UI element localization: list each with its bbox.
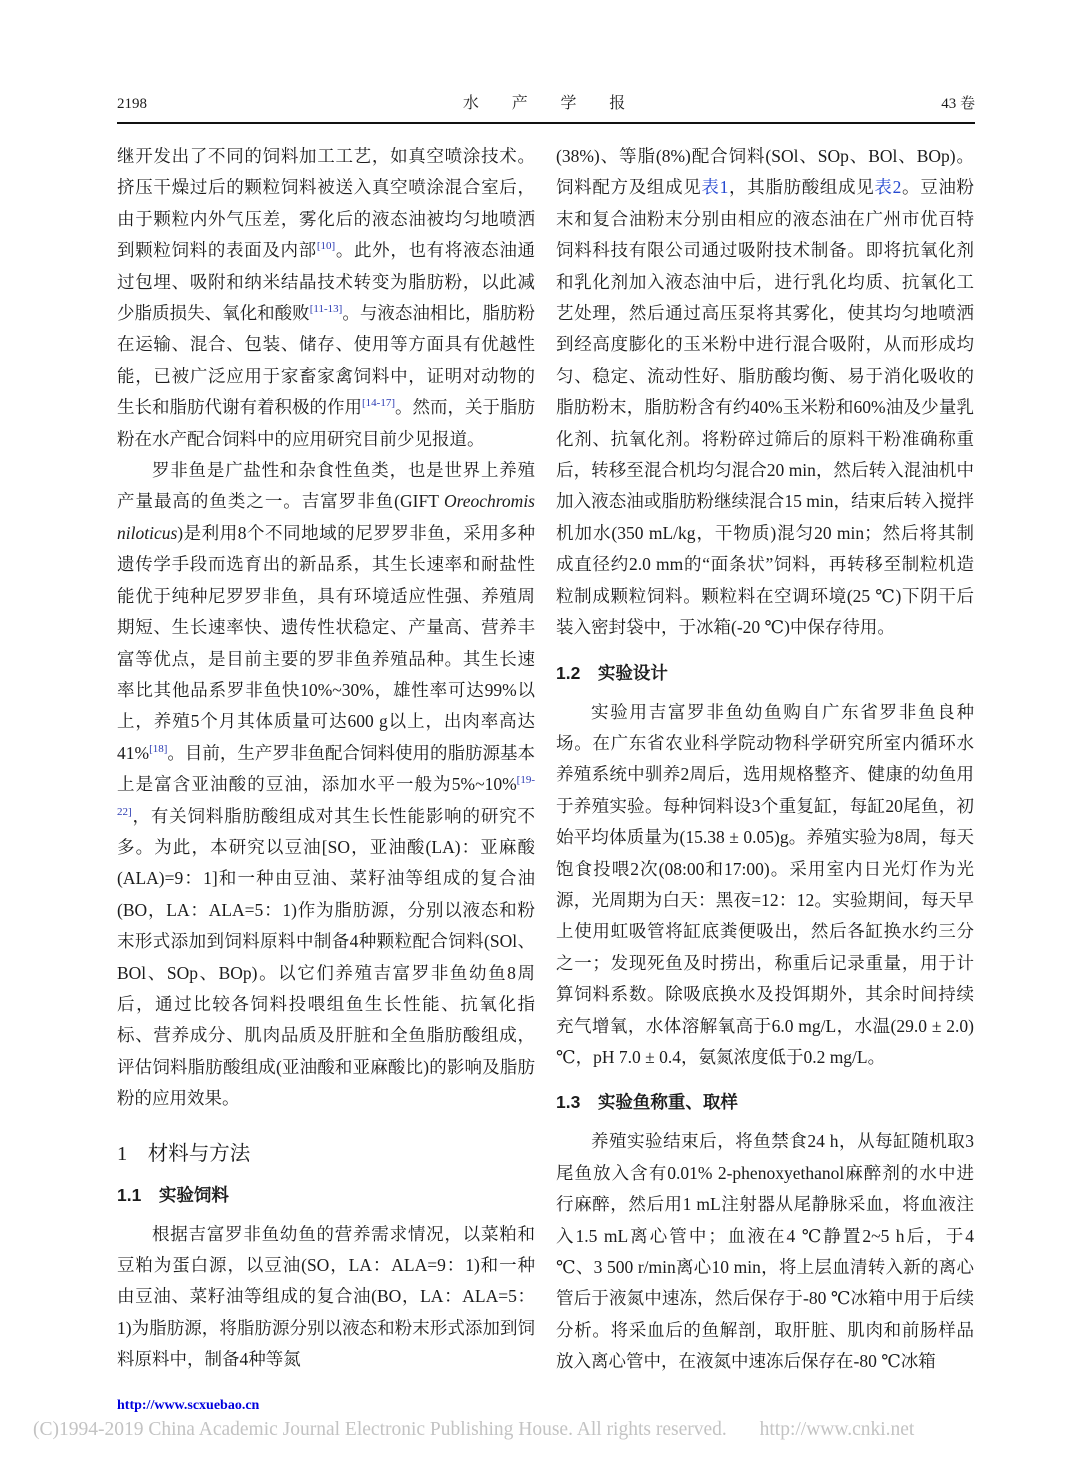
page-header — [117, 90, 975, 124]
copyright-notice: (C)1994-2019 China Academic Journal Electronic Publishing House. All rights reserved. — [33, 1419, 727, 1440]
column-left — [117, 141, 535, 1396]
citation-ref[interactable]: [14-17] — [362, 397, 395, 410]
paragraph: 实验用吉富罗非鱼幼鱼购自广东省罗非鱼良种场。在广东省农业科学院动物科学研究所室内循环水养殖系统中驯养2周后，选用规格整齐、健康的幼鱼用于养殖实验。每种饲料设3个重复缸，每缸20尾鱼，初始平均体质量为(15.38 ± 0.05)g。养殖实验为8周，每天饱食投喂2次(08:00和17:00)。采用室内日光灯作为光源，光周期为白天：黑夜=12：12。实验期间，每天早上使用虹吸管将缸底粪便吸出，然后各缸换水约三分之一；发现死鱼及时捞出，称重后记录重量，用于计算饲料系数。除吸底换水及投饵期外，其余时间持续充气增氧，水体溶解氧高于6.0 mg/L，水温(29.0 ± 2.0) ℃，pH 7.0 ± 0.4，氨氮浓度低于0.2 mg/L。 — [556, 701, 974, 1067]
species-name: Oreochromis niloticus — [117, 491, 535, 543]
citation-ref[interactable]: [10] — [316, 240, 336, 253]
article-body — [117, 141, 975, 1396]
table-ref-link[interactable]: 表1 — [701, 177, 729, 198]
page-number: 2198 — [117, 96, 147, 112]
paragraph: 罗非鱼是广盐性和杂食性鱼类，也是世界上养殖产量最高的鱼类之一。吉富罗非鱼(GIFT Oreochromis niloticus)是利用8个不同地域的尼罗罗非鱼，采用多种遗传学手段而选育出的新品系，其生长速率和耐盐性能优于纯种尼罗罗非鱼，具有环境适应性强、养殖周期短、生长速率快、遗传性状稳定、产量高、营养丰富等优点，是目前主要的罗非鱼养殖品种。其生长速率比其他品系罗非鱼快10%~30%，雄性率可达99%以上，养殖5个月其体质量可达600 g以上，出肉率高达41%[18]。目前，生产罗非鱼配合饲料使用的脂肪源基本上是富含亚油酸的豆油，添加水平一般为5%~10%[19-22]，有关饲料脂肪酸组成对其生长性能影响的研究不多。为此，本研究以豆油[SO，亚油酸(LA)：亚麻酸(ALA)=9：1]和一种由豆油、菜籽油等组成的复合油(BO，LA：ALA=5：1)作为脂肪源，分别以液态和粉末形式添加到饲料原料中制备4种颗粒配合饲料(SOl、BOl、SOp、BOp)。以它们养殖吉富罗非鱼幼鱼8周后，通过比较各饲料投喂组鱼生长性能、抗氧化指标、营养成分、肌肉品质及肝脏和全鱼脂肪酸组成，评估饲料脂肪酸组成(亚油酸和亚麻酸比)的影响及脂肪粉的应用效果。 — [117, 460, 535, 1109]
citation-ref[interactable]: [11-13] — [309, 303, 343, 316]
paragraph: (38%)、等脂(8%)配合饲料(SOl、SOp、BOl、BOp)。饲料配方及组成见表1，其脂肪酸组成见表2。豆油粉末和复合油粉末分别由相应的液态油在广州市优百特饲料科技有限公司通过吸附技术制备。即将抗氧化剂和乳化剂加入液态油中后，进行乳化均质、抗氧化工艺处理，然后通过高压泵将其雾化，使其均匀地喷洒到经高度膨化的玉米粉中进行混合吸附，从而形成均匀、稳定、流动性好、脂肪酸均衡、易于消化吸收的脂肪粉末，脂肪粉含有约40%玉米粉和60%油及少量乳化剂、抗氧化剂。将粉碎过筛后的原料干粉准确称重后，转移至混合机均匀混合20 min，然后转入混油机中加入液态油或脂肪粉继续混合15 min，结束后转入搅拌机加水(350 mL/kg，干物质)混匀20 min；然后将其制成直径约2.0 mm的“面条状”饲料，再转移至制粒机造粒制成颗粒饲料。颗粒料在空调环境(25 ℃)下阴干后装入密封袋中，于冰箱(-20 ℃)中保存待用。 — [556, 146, 975, 638]
citation-ref[interactable]: [18] — [149, 742, 168, 755]
page-body — [117, 90, 975, 1396]
cnki-link[interactable]: http://www.cnki.net — [759, 1419, 915, 1440]
paragraph: 养殖实验结束后，将鱼禁食24 h，从每缸随机取3尾鱼放入含有0.01% 2-phenoxyethanol麻醉剂的水中进行麻醉，然后用1 mL注射器从尾静脉采血，将血液注入1.5 mL离心管中；血液在4 ℃静置2~5 h后，于4 ℃、3 500 r/min离心10 min，将上层血清转入新的离心管后于液氮中速冻，然后保存于-80 ℃冰箱中用于后续分析。将采血后的鱼解剖，取肝脏、肌肉和前肠样品放入离心管中，在液氮中速冻后保存在-80 ℃冰箱 — [556, 1131, 974, 1372]
copyright-bar — [33, 1419, 1053, 1441]
journal-site-link[interactable]: http://www.scxuebao.cn — [117, 1398, 260, 1413]
paragraph: 根据吉富罗非鱼幼鱼的营养需求情况，以菜粕和豆粕为蛋白源，以豆油(SO，LA：ALA=9：1)和一种由豆油、菜籽油等组成的复合油(BO，LA：ALA=5：1)为脂肪源，将脂肪源分别以液态和粉末形式添加到饲料原料中，制备4种等氮 — [117, 1223, 535, 1370]
section-heading: 1 材料与方法 — [117, 1142, 251, 1165]
paragraph: 继开发出了不同的饲料加工工艺，如真空喷涂技术。挤压干燥过后的颗粒饲料被送入真空喷涂混合室后，由于颗粒内外气压差，雾化后的液态油被均匀地喷洒到颗粒饲料的表面及内部[10]。此外，也有将液态油通过包埋、吸附和纳米结晶技术转变为脂肪粉，以此减少脂质损失、氧化和酸败[11-13]。与液态油相比，脂肪粉在运输、混合、包装、储存、使用等方面具有优越性能，已被广泛应用于家畜家禽饲料中，证明对动物的生长和脂肪代谢有着积极的作用[14-17]。然而，关于脂肪粉在水产配合饲料中的应用研究目前少见报道。 — [117, 146, 536, 449]
subsection-heading: 1.1 实验饲料 — [117, 1184, 229, 1205]
column-right — [556, 141, 974, 1396]
journal-title: 水 产 学 报 — [462, 95, 640, 112]
table-ref-link[interactable]: 表2 — [874, 177, 902, 198]
subsection-heading: 1.3 实验鱼称重、取样 — [556, 1092, 738, 1113]
volume-number: 43 卷 — [941, 96, 975, 112]
subsection-heading: 1.2 实验设计 — [556, 662, 668, 683]
citation-ref[interactable]: [19-22] — [117, 774, 535, 818]
